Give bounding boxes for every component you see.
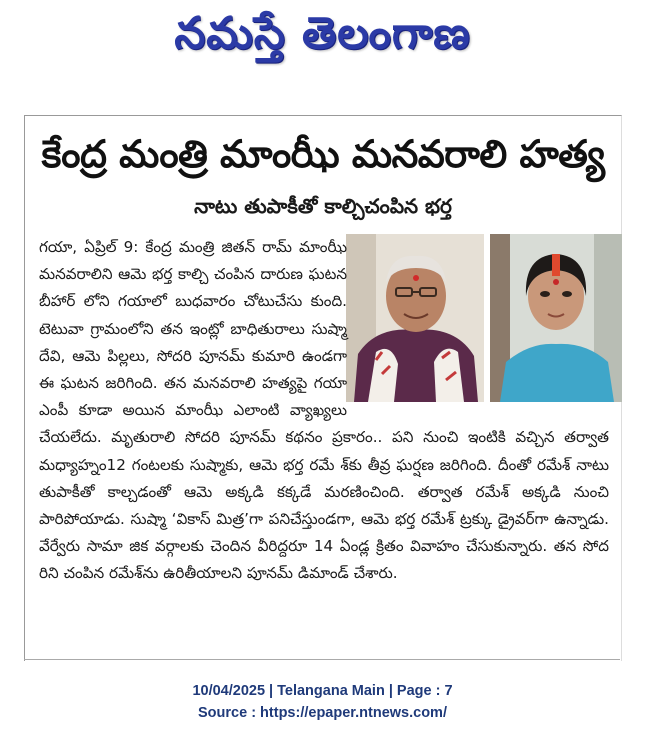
source-footer [0, 680, 645, 724]
article-body-text: గయా, ఏప్రిల్ 9: కేంద్ర మంత్రి జితన్ రామ్ మాంఝీ మనవరాలిని ఆమె భర్త కాల్చి చంపిన దారుణ ఘటన బీహార్ లోని గయాలో బుధవారం చోటుచేసు కుంది. టెటువా గ్రామంలోని తన ఇంట్లో బాధితురాలు సుష్మా దేవి, ఆమె పిల్లలు, సోదరి పూనమ్ కుమారి ఉండగా ఈ ఘటన జరిగింది. తన మనవరాలి హత్యపై గయా ఎంపీ కూడా అయిన మాంఝీ ఎలాంటి వ్యాఖ్యలు చేయలేదు. మృతురాలి సోదరి పూనమ్ కథనం ప్రకారం.. పని నుంచి ఇంటికి వచ్చిన తర్వాత మధ్యాహ్నం12 గంటలకు సుష్మాకు, ఆమె భర్త రమే శ్‌కు తీవ్ర ఘర్షణ జరిగింది. దీంతో రమేశ్ నాటు తుపాకీతో కాల్చడంతో ఆమె అక్కడి కక్కడే మరణించింది. తర్వాత రమేశ్ అక్కడి నుంచి పారిపోయాడు. సుష్మా ‘వికాస్ మిత్ర’గా పనిచేస్తుండగా, ఆమె భర్త రమేశ్ ట్రక్కు డ్రైవర్‌గా ఉన్నాడు. వేర్వేరు సామా జిక వర్గాలకు చెందిన వీరిద్దరూ 14 ఏండ్ల క్రితం వివాహం చేసుకున్నారు. తన సోద రిని చంపిన రమేశ్‌ను ఉరితీయాలని పూనమ్ డిమాండ్ చేశారు. [39, 238, 609, 583]
news-clipping [24, 115, 622, 661]
article-subheadline: నాటు తుపాకీతో కాల్చిచంపిన భర్త [194, 194, 452, 218]
footer-date-page: 10/04/2025 | Telangana Main | Page : 7 [192, 683, 453, 699]
article-body [39, 234, 609, 588]
masthead-title: నమస్తే తెలంగాణ [174, 8, 471, 59]
article-headline: కేంద్ర మంత్రి మాంఝీ మనవరాలి హత్య [41, 132, 605, 176]
clip-bottom-divider [24, 659, 620, 660]
footer-source-link[interactable]: Source : https://epaper.ntnews.com/ [198, 705, 447, 721]
photo-float-space [347, 234, 609, 410]
newspaper-masthead [0, 0, 645, 80]
